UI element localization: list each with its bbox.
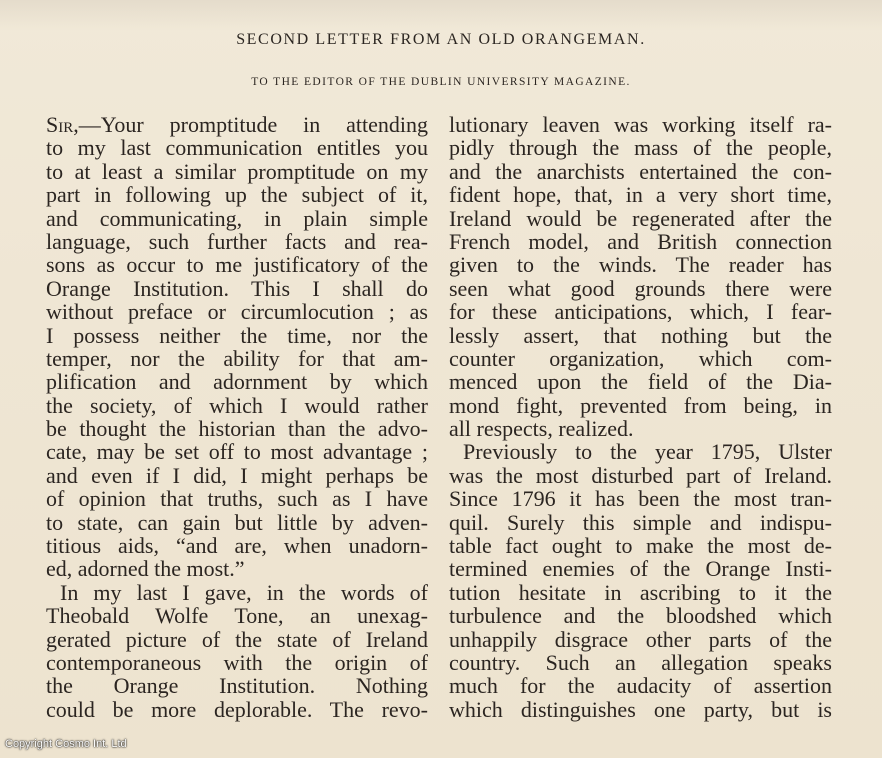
text-line: Orange Institution. This I shall do — [46, 275, 428, 301]
text-line: gerated picture of the state of Ireland — [46, 626, 428, 652]
text-line: which distinguishes one party, but is — [449, 696, 832, 722]
text-line: sons as occur to me justificatory of the — [46, 252, 428, 278]
text-line: Since 1796 it has been the most tran- — [449, 486, 832, 512]
text-line: language, such further facts and rea- — [46, 228, 428, 254]
left-column — [46, 113, 428, 721]
text-line: be thought the historian than the advo- — [46, 416, 428, 442]
text-line: cate, may be set off to most advantage ; — [46, 439, 428, 465]
text-line: and the anarchists entertained the con- — [449, 158, 832, 184]
copyright-watermark: Copyright Cosmo Int. Ltd — [5, 738, 127, 750]
show-through-bleed — [0, 0, 882, 30]
text-line: lessly assert, that nothing but the — [449, 322, 832, 348]
text-line: plification and adornment by which — [46, 369, 428, 395]
right-column — [449, 113, 832, 721]
text-line: of opinion that truths, such as I have — [46, 486, 428, 512]
article-title: SECOND LETTER FROM AN OLD ORANGEMAN. — [236, 31, 646, 48]
text-line: and even if I did, I might perhaps be — [46, 462, 428, 488]
text-line: French model, and British connection — [449, 228, 832, 254]
text-line: to at least a similar promptitude on my — [46, 158, 428, 184]
text-line: pidly through the mass of the people, — [449, 135, 832, 161]
text-line: all respects, realized. — [449, 416, 634, 442]
text-line: much for the audacity of assertion — [449, 673, 832, 699]
text-line: the Orange Institution. Nothing — [46, 673, 428, 699]
text-line: Ireland would be regenerated after the — [449, 205, 832, 231]
text-line: menced upon the field of the Dia- — [449, 369, 832, 395]
text-line: and communicating, in plain simple — [46, 205, 428, 231]
text-line: titious aids, “and are, when unadorn- — [46, 533, 428, 559]
text-line: termined enemies of the Orange Insti- — [449, 556, 832, 582]
text-line: ed, adorned the most.” — [46, 556, 245, 582]
text-line: fident hope, that, in a very short time, — [449, 182, 832, 208]
text-line: country. Such an allegation speaks — [449, 649, 832, 675]
text-line: given to the winds. The reader has — [449, 252, 832, 278]
text-line: quil. Surely this simple and indispu- — [449, 509, 832, 535]
text-line: tution hesitate in ascribing to it the — [449, 579, 832, 605]
text-line: counter organization, which com- — [449, 345, 832, 371]
text-line: to my last communication entitles you — [46, 135, 428, 161]
text-line: In my last I gave, in the words of — [60, 579, 428, 605]
text-line: Previously to the year 1795, Ulster — [463, 439, 832, 465]
text-line: I possess neither the time, nor the — [46, 322, 428, 348]
text-line: contemporaneous with the origin of — [46, 649, 428, 675]
salutation: Sir, — [46, 112, 79, 137]
text-line: for these anticipations, which, I fear- — [449, 299, 832, 325]
text-line: table fact ought to make the most de- — [449, 533, 832, 559]
text-line: unhappily disgrace other parts of the — [449, 626, 832, 652]
text-line: seen what good grounds there were — [449, 275, 832, 301]
text-line: part in following up the subject of it, — [46, 182, 428, 208]
text-line: mond fight, prevented from being, in — [449, 392, 832, 418]
text-line: could be more deplorable. The revo- — [46, 696, 428, 722]
text-line: Sir,—Your promptitude in attending — [46, 112, 428, 137]
text-line: the society, of which I would rather — [46, 392, 428, 418]
text-line: to state, can gain but little by adven- — [46, 509, 428, 535]
article-subtitle: TO THE EDITOR OF THE DUBLIN UNIVERSITY MAGAZINE. — [251, 76, 631, 88]
text-line: temper, nor the ability for that am- — [46, 345, 428, 371]
text-line: turbulence and the bloodshed which — [449, 603, 832, 629]
text-line: lutionary leaven was working itself ra- — [449, 112, 832, 137]
text-line: Theobald Wolfe Tone, an unexag- — [46, 603, 428, 629]
text-line: without preface or circumlocution ; as — [46, 299, 428, 325]
text-line: was the most disturbed part of Ireland. — [449, 462, 832, 488]
